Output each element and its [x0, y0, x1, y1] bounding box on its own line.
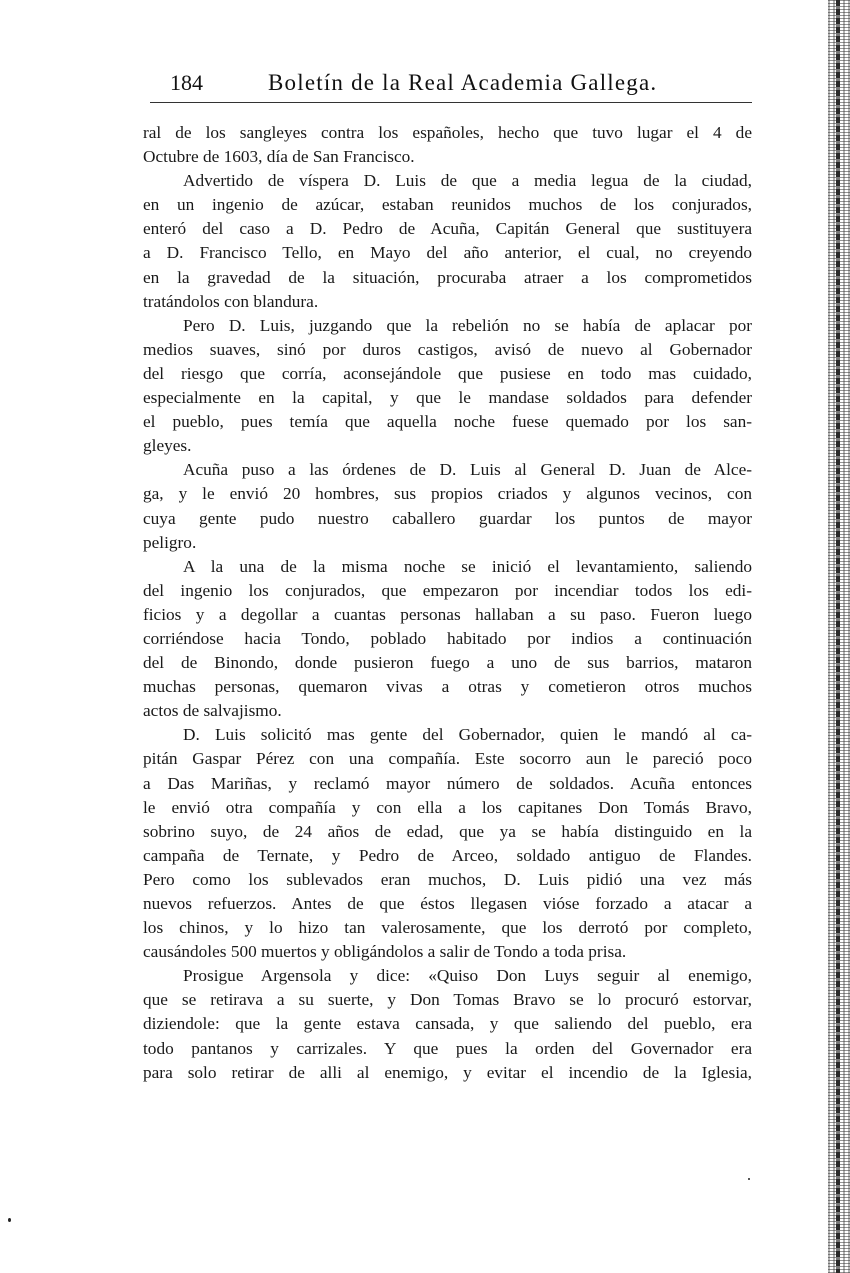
text-line: del ingenio los conjurados, que empezaron por incendiar todos los edi- — [143, 580, 752, 600]
text-line: actos de salvajismo. — [143, 701, 282, 721]
text-line: Pero como los sublevados eran muchos, D. Luis pidió una vez más — [143, 869, 752, 889]
text-line: causándoles 500 muertos y obligándolos a salir de Tondo a toda prisa. — [143, 942, 627, 962]
page-header — [150, 66, 752, 100]
page-number: 184 — [170, 70, 203, 95]
page-edge-shadow — [836, 0, 840, 1273]
text-line: para solo retirar de alli al enemigo, y evitar el incendio de la Iglesia, — [143, 1062, 752, 1082]
paragraph-start-line: Advertido de víspera D. Luis de que a media legua de la ciudad, — [183, 171, 752, 191]
text-line: gleyes. — [143, 436, 192, 456]
paragraph-start-line: Pero D. Luis, juzgando que la rebelión no se había de aplacar por — [183, 315, 752, 335]
text-line: especialmente en la capital, y que le mandase soldados para defender — [143, 388, 752, 408]
text-line: tratándolos con blandura. — [143, 291, 319, 311]
text-line: campaña de Ternate, y Pedro de Arceo, soldado antiguo de Flandes. — [143, 845, 752, 865]
scan-speck — [748, 1178, 750, 1180]
text-line: a D. Francisco Tello, en Mayo del año anterior, el cual, no creyendo — [143, 243, 752, 263]
text-line: nuevos refuerzos. Antes de que éstos llegasen vióse forzado a atacar a — [143, 894, 752, 913]
text-line: todo pantanos y carrizales. Y que pues la orden del Governador era — [143, 1038, 752, 1058]
text-line: pitán Gaspar Pérez con una compañía. Este socorro aun le pareció poco — [143, 749, 752, 769]
text-line: a Das Mariñas, y reclamó mayor número de soldados. Acuña entonces — [143, 773, 752, 793]
running-title: Boletín de la Real Academia Gallega. — [268, 70, 658, 95]
text-line: en un ingenio de azúcar, estaban reunidos muchos de los conjurados, — [143, 195, 752, 215]
text-line: muchas personas, quemaron vivas a otras y cometieron otros muchos — [143, 677, 752, 697]
text-line: cuya gente pudo nuestro caballero guardar los puntos de mayor — [143, 508, 752, 528]
text-line: le envió otra compañía y con ella a los capitanes Don Tomás Bravo, — [143, 797, 752, 817]
text-line: enteró del caso a D. Pedro de Acuña, Capitán General que sustituyera — [143, 219, 752, 239]
text-line: Octubre de 1603, día de San Francisco. — [143, 147, 415, 167]
scan-speck — [8, 1218, 11, 1222]
body-text — [143, 121, 752, 1085]
text-line: del riesgo que corría, aconsejándole que pusiese en todo mas cuidado, — [143, 363, 752, 383]
paragraph-start-line: D. Luis solicitó mas gente del Gobernador, quien le mandó al ca- — [183, 725, 752, 745]
header-rule — [150, 102, 752, 103]
text-line: en la gravedad de la situación, procuraba atraer a los comprometidos — [143, 267, 752, 287]
text-line: el pueblo, pues temía que aquella noche fuese quemado por los san- — [143, 412, 752, 432]
paragraph-start-line: A la una de la misma noche se inició el levantamiento, saliendo — [183, 556, 752, 576]
text-line: corriéndose hacia Tondo, poblado habitado por indios a continuación — [143, 628, 752, 648]
text-line: diziendole: que la gente estava cansada, y que saliendo del pueblo, era — [143, 1014, 752, 1034]
text-line: ficios y a degollar a cuantas personas hallaban a su paso. Fueron luego — [143, 604, 752, 624]
text-line: los chinos, y lo hizo tan valerosamente, que los derrotó por completo, — [143, 918, 752, 938]
text-line: ga, y le envió 20 hombres, sus propios criados y algunos vecinos, con — [143, 484, 752, 504]
text-line: ral de los sangleyes contra los españoles, hecho que tuvo lugar el 4 de — [143, 123, 752, 142]
paragraph-start-line: Prosigue Argensola y dice: «Quiso Don Luys seguir al enemigo, — [183, 966, 752, 986]
paragraph-start-line: Acuña puso a las órdenes de D. Luis al General D. Juan de Alce- — [183, 460, 752, 480]
text-line: peligro. — [143, 532, 197, 552]
text-line: sobrino suyo, de 24 años de edad, que ya se había distinguido en la — [143, 821, 752, 841]
text-line: que se retirava a su suerte, y Don Tomas Bravo se lo procuró estorvar, — [143, 990, 752, 1010]
text-line: medios suaves, sinó por duros castigos, avisó de nuevo al Gobernador — [143, 339, 752, 359]
text-line: del de Binondo, donde pusieron fuego a uno de sus barrios, mataron — [143, 653, 752, 673]
